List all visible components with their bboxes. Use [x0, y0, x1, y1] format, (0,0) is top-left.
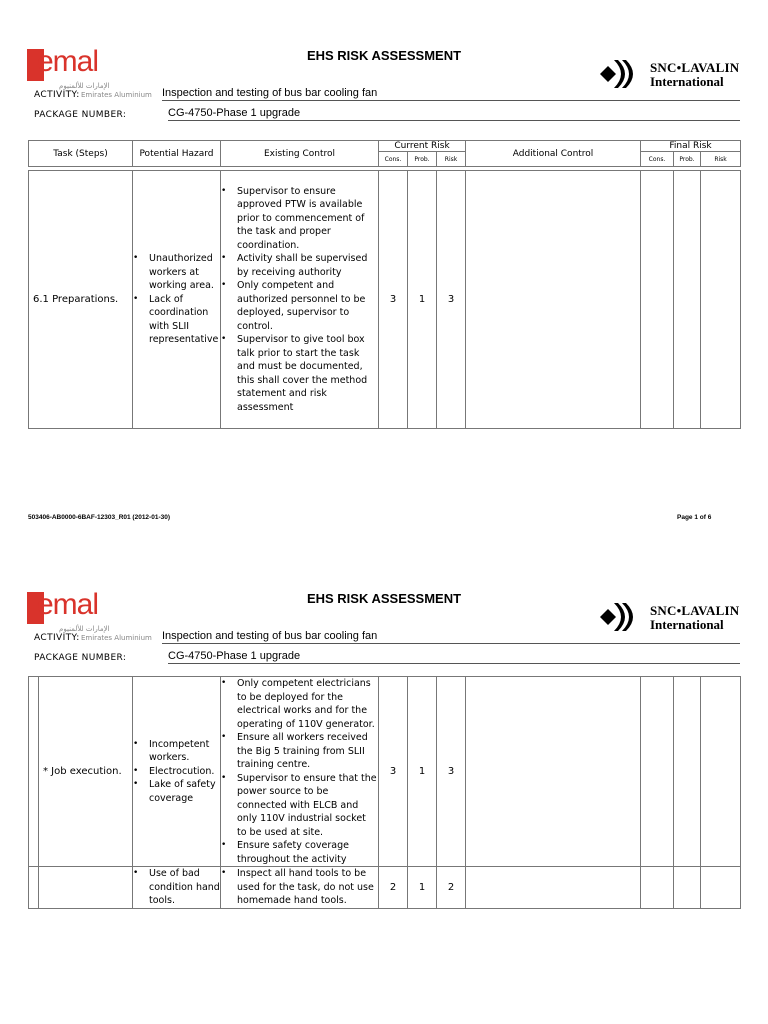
hazard-item: • Incompetent workers. — [133, 738, 220, 765]
header-existing-control: Existing Control — [221, 141, 379, 167]
final-risk-cell — [701, 677, 741, 867]
header-hazard: Potential Hazard — [133, 141, 221, 167]
final-risk-cell — [701, 867, 741, 909]
header-prob: Prob. — [408, 152, 437, 167]
header-final-risk: Final Risk — [641, 141, 741, 152]
task-cell: * Job execution. — [39, 677, 133, 867]
hazard-item: • Lack of coordination with SLII representative — [133, 293, 220, 347]
row-margin-cell — [29, 867, 39, 909]
emal-logo-text: emal — [37, 45, 99, 78]
document-title: EHS RISK ASSESSMENT — [306, 48, 462, 63]
emal-logo-text: emal — [37, 588, 99, 621]
page-2 — [0, 543, 768, 1024]
package-label: PACKAGE NUMBER: — [34, 110, 127, 120]
existing-control-cell — [221, 171, 379, 429]
additional-control-cell — [466, 867, 641, 909]
existing-control-cell — [221, 677, 379, 867]
final-cons-cell — [641, 171, 674, 429]
package-label: PACKAGE NUMBER: — [34, 653, 127, 663]
hazard-cell — [133, 677, 221, 867]
page-number: Page 1 of 6 — [677, 514, 712, 521]
cons-value: 3 — [379, 171, 408, 429]
hazard-item: • Unauthorized workers at working area. — [133, 252, 220, 293]
activity-label: ACTIVITY: — [34, 90, 80, 100]
final-cons-cell — [641, 867, 674, 909]
package-value: CG-4750-Phase 1 upgrade — [168, 107, 740, 121]
risk-table-page-1 — [28, 140, 741, 429]
control-item: • Only competent and authorized personnel to be deployed, supervisor to control. — [221, 279, 378, 333]
document-reference: 503406-AB0000-6BAF-12303_R01 (2012-01-30) — [28, 514, 171, 521]
risk-value: 3 — [437, 677, 466, 867]
table-row — [29, 677, 741, 867]
row-margin-cell — [29, 677, 39, 867]
final-cons-cell — [641, 677, 674, 867]
final-prob-cell — [674, 867, 701, 909]
snc-lavalin-name: SNC•LAVALIN — [650, 603, 740, 618]
emal-logo-arabic: الإمارات للألمنيوم — [59, 625, 110, 633]
snc-lavalin-international: International — [650, 617, 724, 632]
risk-value: 2 — [437, 867, 466, 909]
cons-value: 2 — [379, 867, 408, 909]
header-final-cons: Cons. — [641, 152, 674, 167]
prob-value: 1 — [408, 867, 437, 909]
activity-value: Inspection and testing of bus bar cooling fan — [162, 630, 740, 644]
existing-control-cell — [221, 867, 379, 909]
control-item: • Supervisor to give tool box talk prior to start the task and must be documented, this shall cover the method statement and risk assessment — [221, 333, 378, 414]
emal-logo-english: Emirates Aluminium — [81, 91, 152, 99]
header-risk: Risk — [437, 152, 466, 167]
table-row — [29, 171, 741, 429]
final-prob-cell — [674, 677, 701, 867]
risk-value: 3 — [437, 171, 466, 429]
prob-value: 1 — [408, 171, 437, 429]
activity-value: Inspection and testing of bus bar cooling fan — [162, 87, 740, 101]
hazard-cell — [133, 171, 221, 429]
emal-logo-arabic: الإمارات للألمنيوم — [59, 82, 110, 90]
activity-label: ACTIVITY: — [34, 633, 80, 643]
task-cell — [39, 867, 133, 909]
hazard-item: • Electrocution. — [133, 765, 220, 779]
control-item: • Supervisor to ensure approved PTW is available prior to commencement of the task and proper coordination. — [221, 185, 378, 253]
additional-control-cell — [466, 677, 641, 867]
risk-table-page-2 — [28, 676, 741, 909]
header-final-prob: Prob. — [674, 152, 701, 167]
task-cell: 6.1 Preparations. — [29, 171, 133, 429]
document-title: EHS RISK ASSESSMENT — [306, 591, 462, 606]
control-item: • Inspect all hand tools to be used for the task, do not use homemade hand tools. — [221, 867, 378, 908]
header-additional-control: Additional Control — [466, 141, 641, 167]
control-item: • Activity shall be supervised by receiving authority — [221, 252, 378, 279]
prob-value: 1 — [408, 677, 437, 867]
table-row — [29, 867, 741, 909]
snc-lavalin-international: International — [650, 74, 724, 89]
header-current-risk: Current Risk — [379, 141, 466, 152]
header-cons: Cons. — [379, 152, 408, 167]
emal-logo-english: Emirates Aluminium — [81, 634, 152, 642]
header-task: Task (Steps) — [29, 141, 133, 167]
additional-control-cell — [466, 171, 641, 429]
control-item: • Ensure all workers received the Big 5 training from SLII training centre. — [221, 731, 378, 772]
final-risk-cell — [701, 171, 741, 429]
control-item: • Supervisor to ensure that the power source to be connected with ELCB and only 110V industrial socket to be used at site. — [221, 772, 378, 840]
hazard-item: • Use of bad condition hand tools. — [133, 867, 220, 908]
final-prob-cell — [674, 171, 701, 429]
header-final-risk-col: Risk — [701, 152, 741, 167]
hazard-cell — [133, 867, 221, 909]
control-item: • Ensure safety coverage throughout the activity — [221, 839, 378, 866]
package-value: CG-4750-Phase 1 upgrade — [168, 650, 740, 664]
snc-lavalin-name: SNC•LAVALIN — [650, 60, 740, 75]
hazard-item: • Lake of safety coverage — [133, 778, 220, 805]
control-item: • Only competent electricians to be deployed for the electrical works and for the operating of 110V generator. — [221, 677, 378, 731]
cons-value: 3 — [379, 677, 408, 867]
